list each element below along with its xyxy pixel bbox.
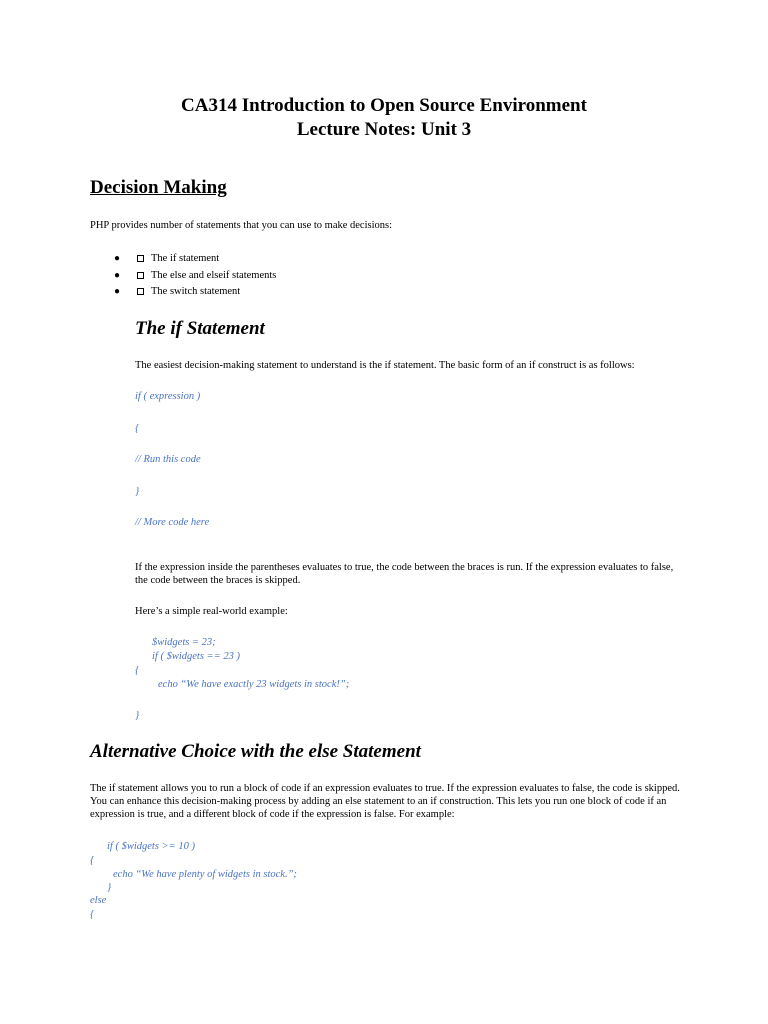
- code-line: if ( expression ): [135, 391, 201, 402]
- code-line: }: [107, 882, 112, 893]
- code-line: {: [90, 909, 95, 920]
- document-title-line1: CA314 Introduction to Open Source Environment: [181, 95, 587, 116]
- checkbox-square-icon: [137, 272, 144, 279]
- decision-statement-list: [90, 252, 276, 302]
- bullet-icon: ●: [114, 253, 121, 264]
- checkbox-square-icon: [137, 255, 144, 262]
- section-heading-else-statement: Alternative Choice with the else Statement: [90, 741, 421, 762]
- code-line: {: [135, 423, 140, 434]
- else-intro-paragraph: The if statement allows you to run a block of code if an expression evaluates to true. If the expression evaluates to false, the code is skipped. You can enhance this decision-making process by adding an else statement to an if construction. This lets you run one block of code if an expression is true, and a different block of code if the expression is false. For example:: [90, 783, 680, 820]
- list-item: ● The switch statement: [114, 286, 241, 297]
- list-item: ● The else and elseif statements: [114, 269, 277, 281]
- bullet-icon: ●: [114, 286, 121, 297]
- code-line: echo “We have plenty of widgets in stock.”;: [113, 869, 297, 880]
- code-line: // More code here: [135, 517, 210, 528]
- section-heading-decision-making: Decision Making: [90, 177, 227, 198]
- code-line: if ( $widgets >= 10 ): [107, 841, 195, 852]
- code-line: else: [90, 895, 107, 906]
- example-intro-paragraph: Here’s a simple real-world example:: [135, 606, 288, 617]
- section-heading-if-statement: The if Statement: [135, 318, 265, 339]
- code-line: $widgets = 23;: [152, 637, 216, 648]
- code-line: }: [135, 486, 140, 497]
- checkbox-square-icon: [137, 288, 144, 295]
- bullet-icon: ●: [114, 269, 121, 281]
- code-line: }: [135, 710, 140, 721]
- code-line: {: [90, 855, 95, 866]
- code-line: {: [135, 665, 140, 676]
- document-title-line2: Lecture Notes: Unit 3: [296, 119, 472, 140]
- if-explain-paragraph: If the expression inside the parentheses evaluates to true, the code between the braces is run. If the expression evaluates to false, the code between the braces is skipped.: [135, 562, 674, 586]
- if-intro-paragraph: The easiest decision-making statement to understand is the if statement. The basic form of an if construct is as follows:: [135, 360, 635, 371]
- decision-intro-paragraph: PHP provides number of statements that you can use to make decisions:: [90, 220, 393, 231]
- code-line: if ( $widgets == 23 ): [152, 651, 240, 662]
- code-line: // Run this code: [135, 454, 201, 465]
- code-line: echo “We have exactly 23 widgets in stock!”;: [158, 679, 350, 690]
- list-item: ● The if statement: [114, 253, 220, 264]
